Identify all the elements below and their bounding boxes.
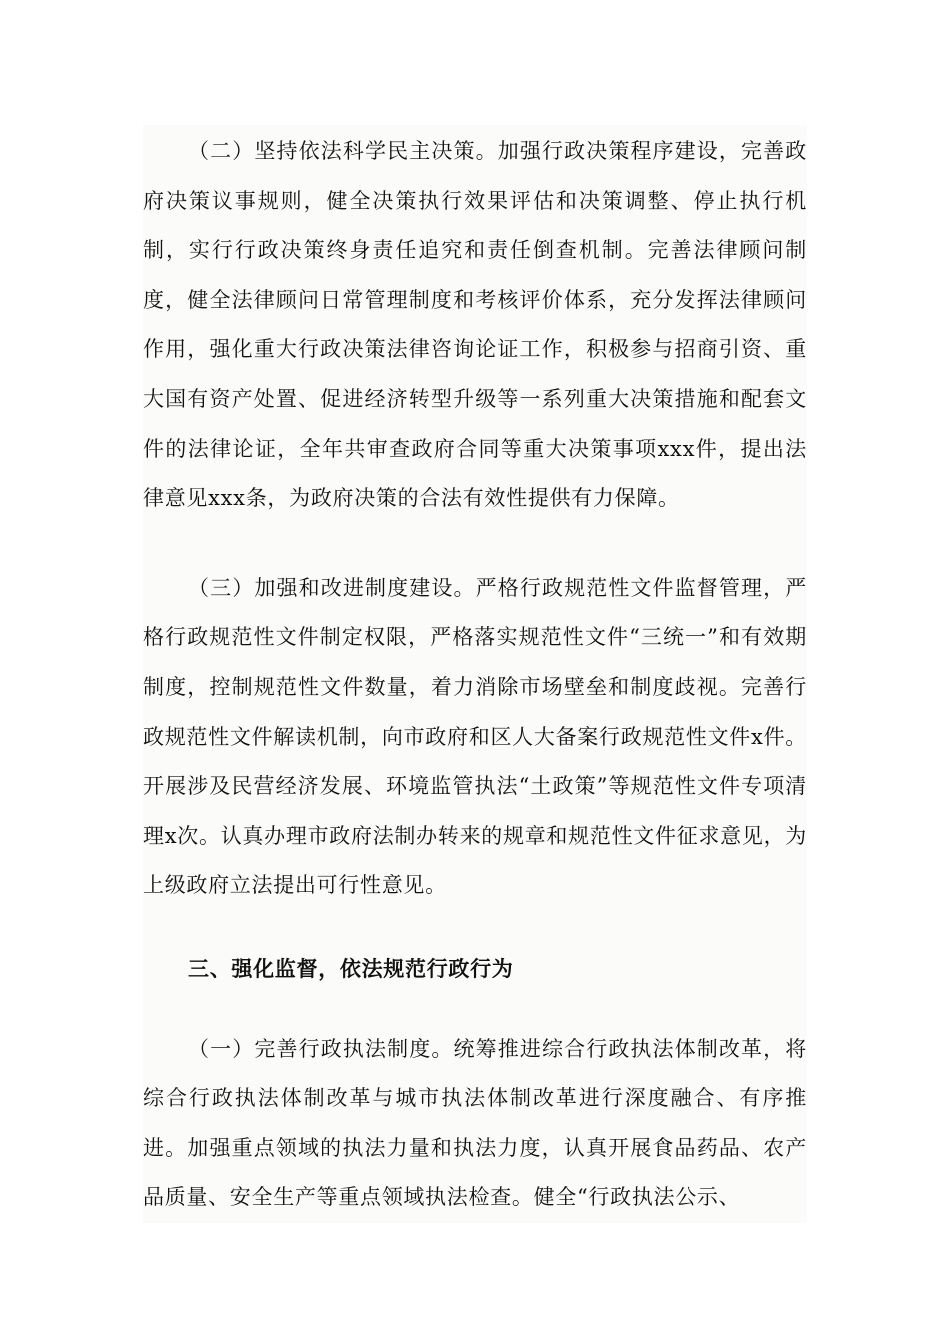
- paragraph-decision-making: （二）坚持依法科学民主决策。加强行政决策程序建设，完善政府决策议事规则，健全决策执行效果评估和决策调整、停止执行机制，实行行政决策终身责任追究和责任倒查机制。完善法律顾问制度，健全法律顾问日常管理制度和考核评价体系，充分发挥法律顾问作用，强化重大行政决策法律咨询论证工作，积极参与招商引资、重大国有资产处置、促进经济转型升级等一系列重大决策措施和配套文件的法律论证，全年共审查政府合同等重大决策事项xxx件，提出法律意见xxx条，为政府决策的合法有效性提供有力保障。: [143, 139, 807, 511]
- paragraph-system-building: （三）加强和改进制度建设。严格行政规范性文件监督管理，严格行政规范性文件制定权限，严格落实规范性文件“三统一”和有效期制度，控制规范性文件数量，着力消除市场壁垒和制度歧视。完善行政规范性文件解读机制，向市政府和区人大备案行政规范性文件x件。开展涉及民营经济发展、环境监管执法“土政策”等规范性文件专项清理x次。认真办理市政府法制办转来的规章和规范性文件征求意见，为上级政府立法提出可行性意见。: [143, 575, 807, 898]
- paragraph-enforcement-system: （一）完善行政执法制度。统筹推进综合行政执法体制改革，将综合行政执法体制改革与城市执法体制改革进行深度融合、有序推进。加强重点领域的执法力量和执法力度，认真开展食品药品、农产品质量、安全生产等重点领域执法检查。健全“行政执法公示、: [143, 1036, 807, 1210]
- document-body: [143, 125, 807, 1223]
- heading-spacer: [143, 911, 807, 945]
- heading-spacer: [143, 995, 807, 1025]
- section-heading: 三、强化监督，依法规范行政行为: [188, 956, 514, 981]
- paragraph-spacer: [143, 524, 807, 564]
